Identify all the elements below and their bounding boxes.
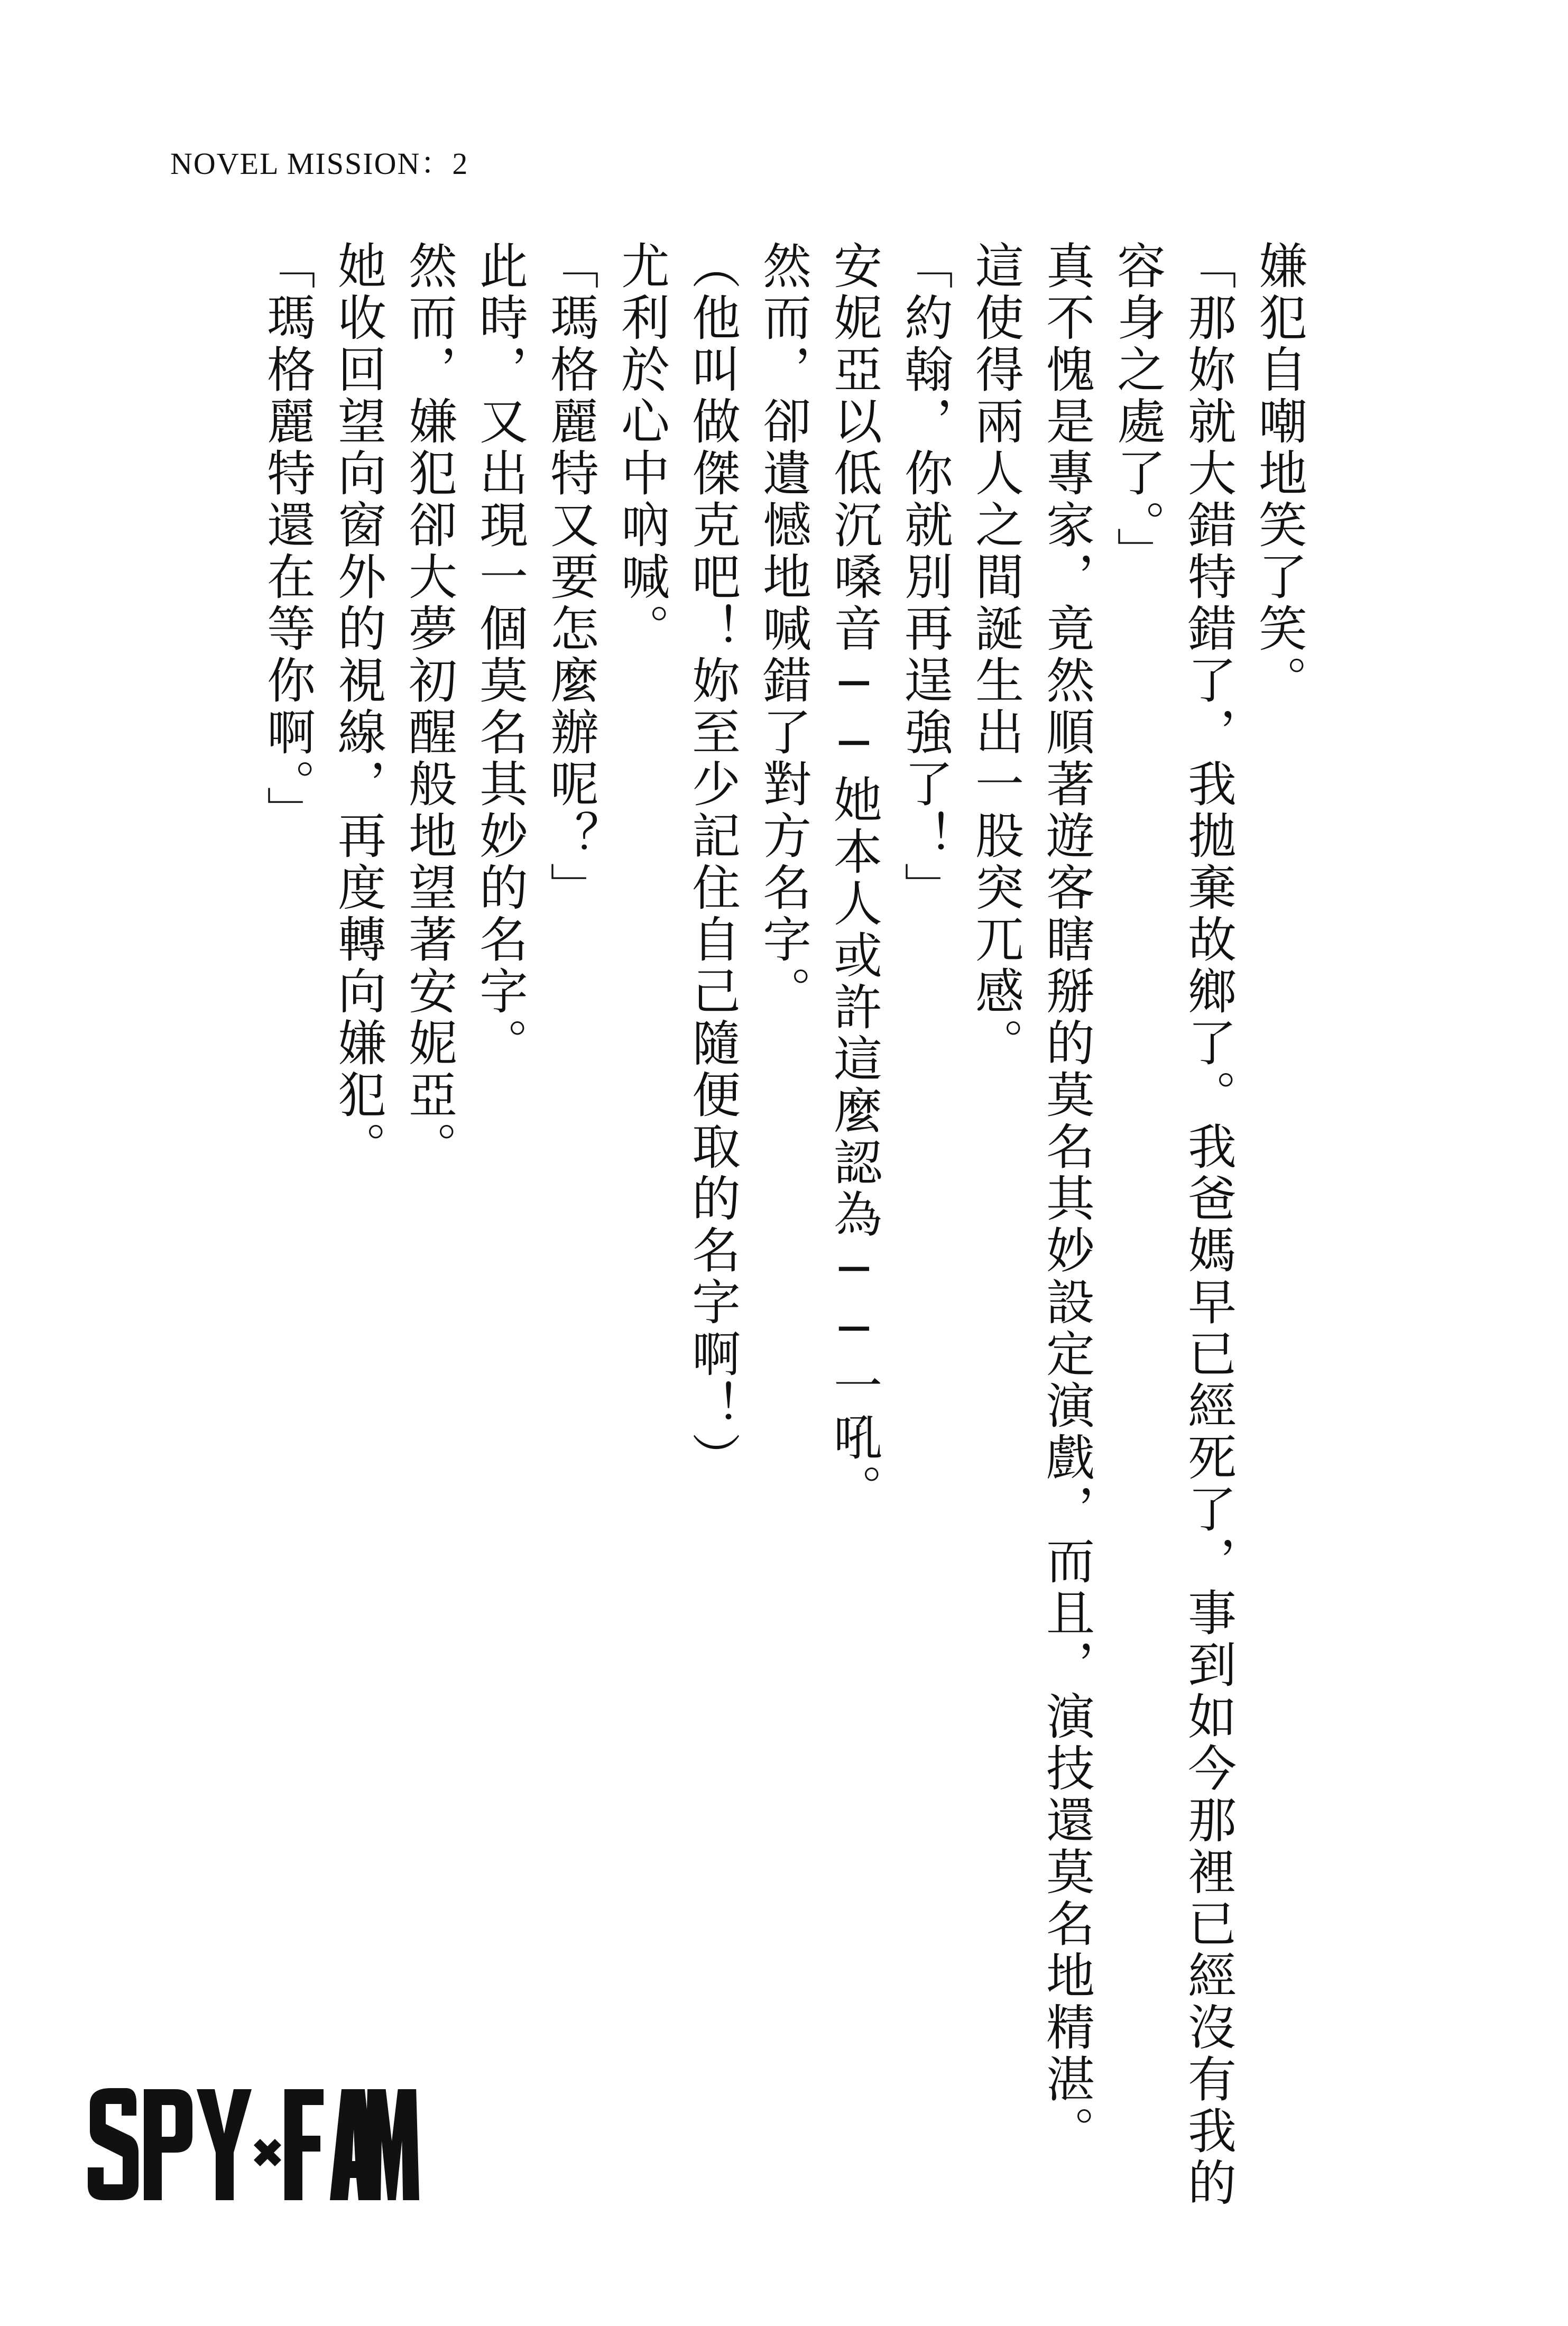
spy-family-logo xyxy=(79,2075,449,2210)
text-column: 然而，卻遺憾地喊錯了對方名字。 xyxy=(755,241,811,1018)
text-column: 她收回望向窗外的視線，再度轉向嫌犯。 xyxy=(330,241,386,1173)
vertical-text-block xyxy=(252,241,1314,2209)
text-column: 容身之處了。」 xyxy=(1109,241,1166,579)
text-column: 然而，嫌犯卻大夢初醒般地望著安妮亞。 xyxy=(401,241,457,1173)
text-column: 此時，又出現一個莫名其妙的名字。 xyxy=(472,241,528,1069)
text-column: 真不愧是專家，竟然順著遊客瞎掰的莫名其妙設定演戲，而且，演技還莫名地精湛。 xyxy=(1038,241,1095,2157)
text-column: 「那妳就大錯特錯了，我拋棄故鄉了。我爸媽早已經死了，事到如今那裡已經沒有我的 xyxy=(1180,241,1237,2209)
running-head: NOVEL MISSION：2 xyxy=(170,146,469,181)
logo-text: SPY×FAMILY xyxy=(79,2075,137,2085)
text-column: 嫌犯自嘲地笑了笑。 xyxy=(1251,241,1307,707)
text-column: 「瑪格麗特還在等你啊。」 xyxy=(259,241,316,838)
text-column: 「瑪格麗特又要怎麼辦呢？」 xyxy=(542,241,599,914)
text-column: 安妮亞以低沉嗓音──她本人或許這麼認為──一吼。 xyxy=(826,241,882,1516)
text-column: （他叫做傑克吧！妳至少記住自己隨便取的名字啊！） xyxy=(684,241,741,1484)
text-column: 尤利於心中吶喊。 xyxy=(613,241,670,655)
text-column: 「約翰，你就別再逞強了！」 xyxy=(897,241,953,914)
text-column: 這使得兩人之間誕生出一股突兀感。 xyxy=(967,241,1024,1069)
